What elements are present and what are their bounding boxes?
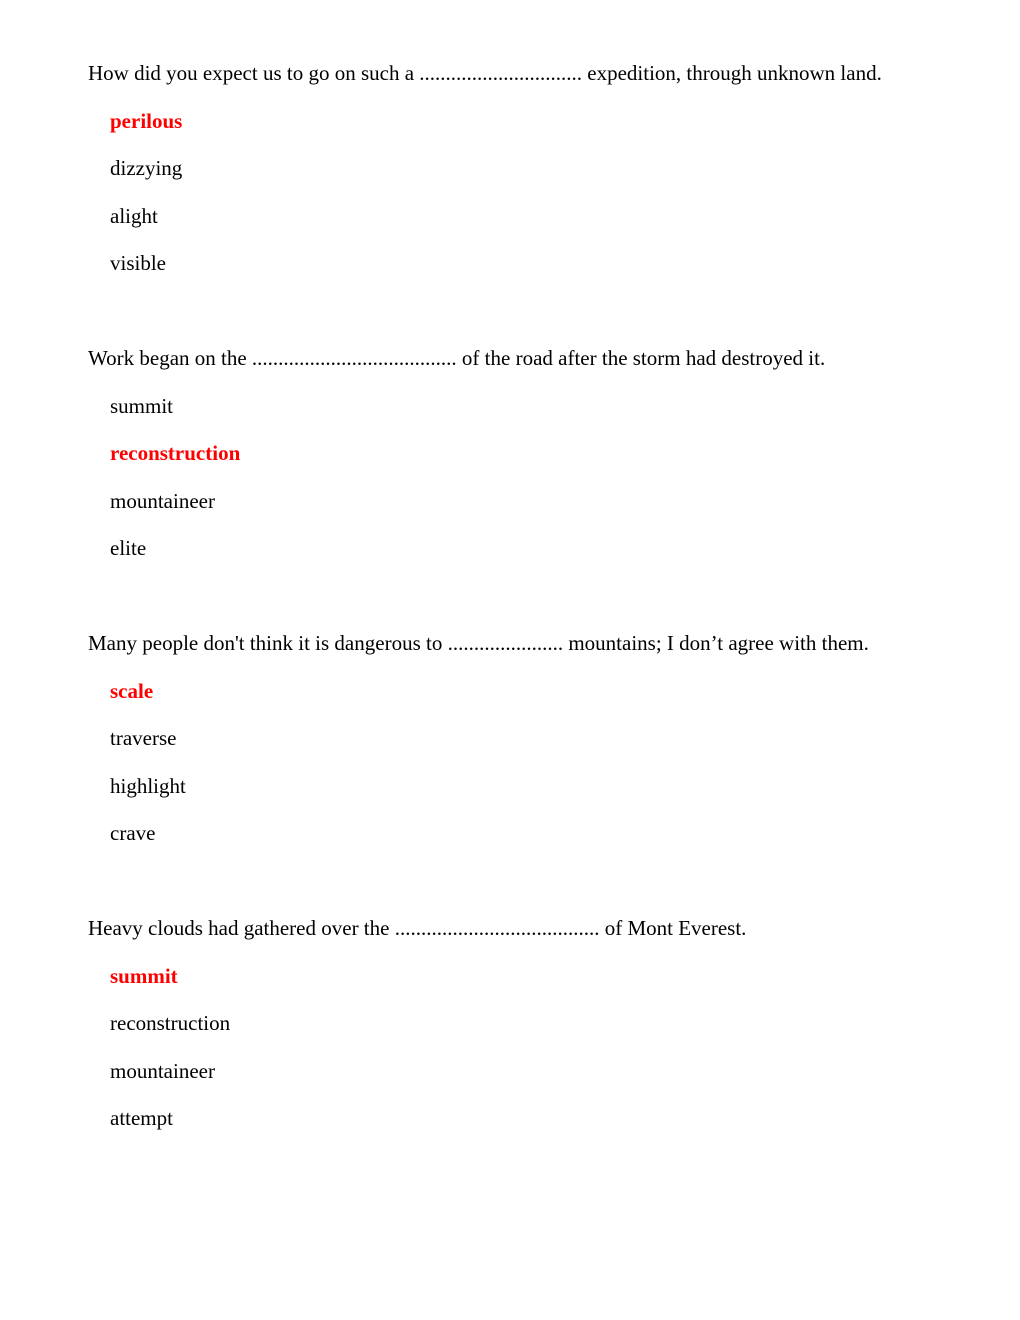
option: summit bbox=[110, 393, 174, 418]
question-block-3 bbox=[88, 620, 980, 858]
question-text: Many people don't think it is dangerous to ...................... mountains; I don’t agree with them. bbox=[88, 631, 869, 655]
option: summit bbox=[110, 963, 178, 988]
options-list bbox=[88, 383, 980, 573]
options-list bbox=[88, 953, 980, 1143]
option: scale bbox=[110, 678, 154, 703]
question-block-1 bbox=[88, 50, 980, 288]
option: dizzying bbox=[110, 156, 183, 180]
question-block-4 bbox=[88, 905, 980, 1143]
option: mountaineer bbox=[110, 1058, 215, 1083]
option: attempt bbox=[110, 1106, 173, 1130]
options-list bbox=[88, 668, 980, 858]
option: mountaineer bbox=[110, 488, 215, 513]
option: reconstruction bbox=[110, 1011, 231, 1035]
option: traverse bbox=[110, 726, 177, 750]
option: perilous bbox=[110, 108, 183, 133]
question-text: Heavy clouds had gathered over the ....................................... of Mont Everest. bbox=[88, 916, 747, 940]
options-list bbox=[88, 98, 980, 288]
question-block-2 bbox=[88, 335, 980, 573]
option: alight bbox=[110, 203, 158, 228]
option: elite bbox=[110, 536, 147, 560]
option: highlight bbox=[110, 773, 186, 798]
question-text: How did you expect us to go on such a ............................... expedition, through unknown land. bbox=[88, 61, 882, 85]
option: reconstruction bbox=[110, 441, 241, 465]
option: visible bbox=[110, 251, 166, 275]
question-text: Work began on the ....................................... of the road after the storm had destroyed it. bbox=[88, 346, 826, 370]
option: crave bbox=[110, 821, 156, 845]
